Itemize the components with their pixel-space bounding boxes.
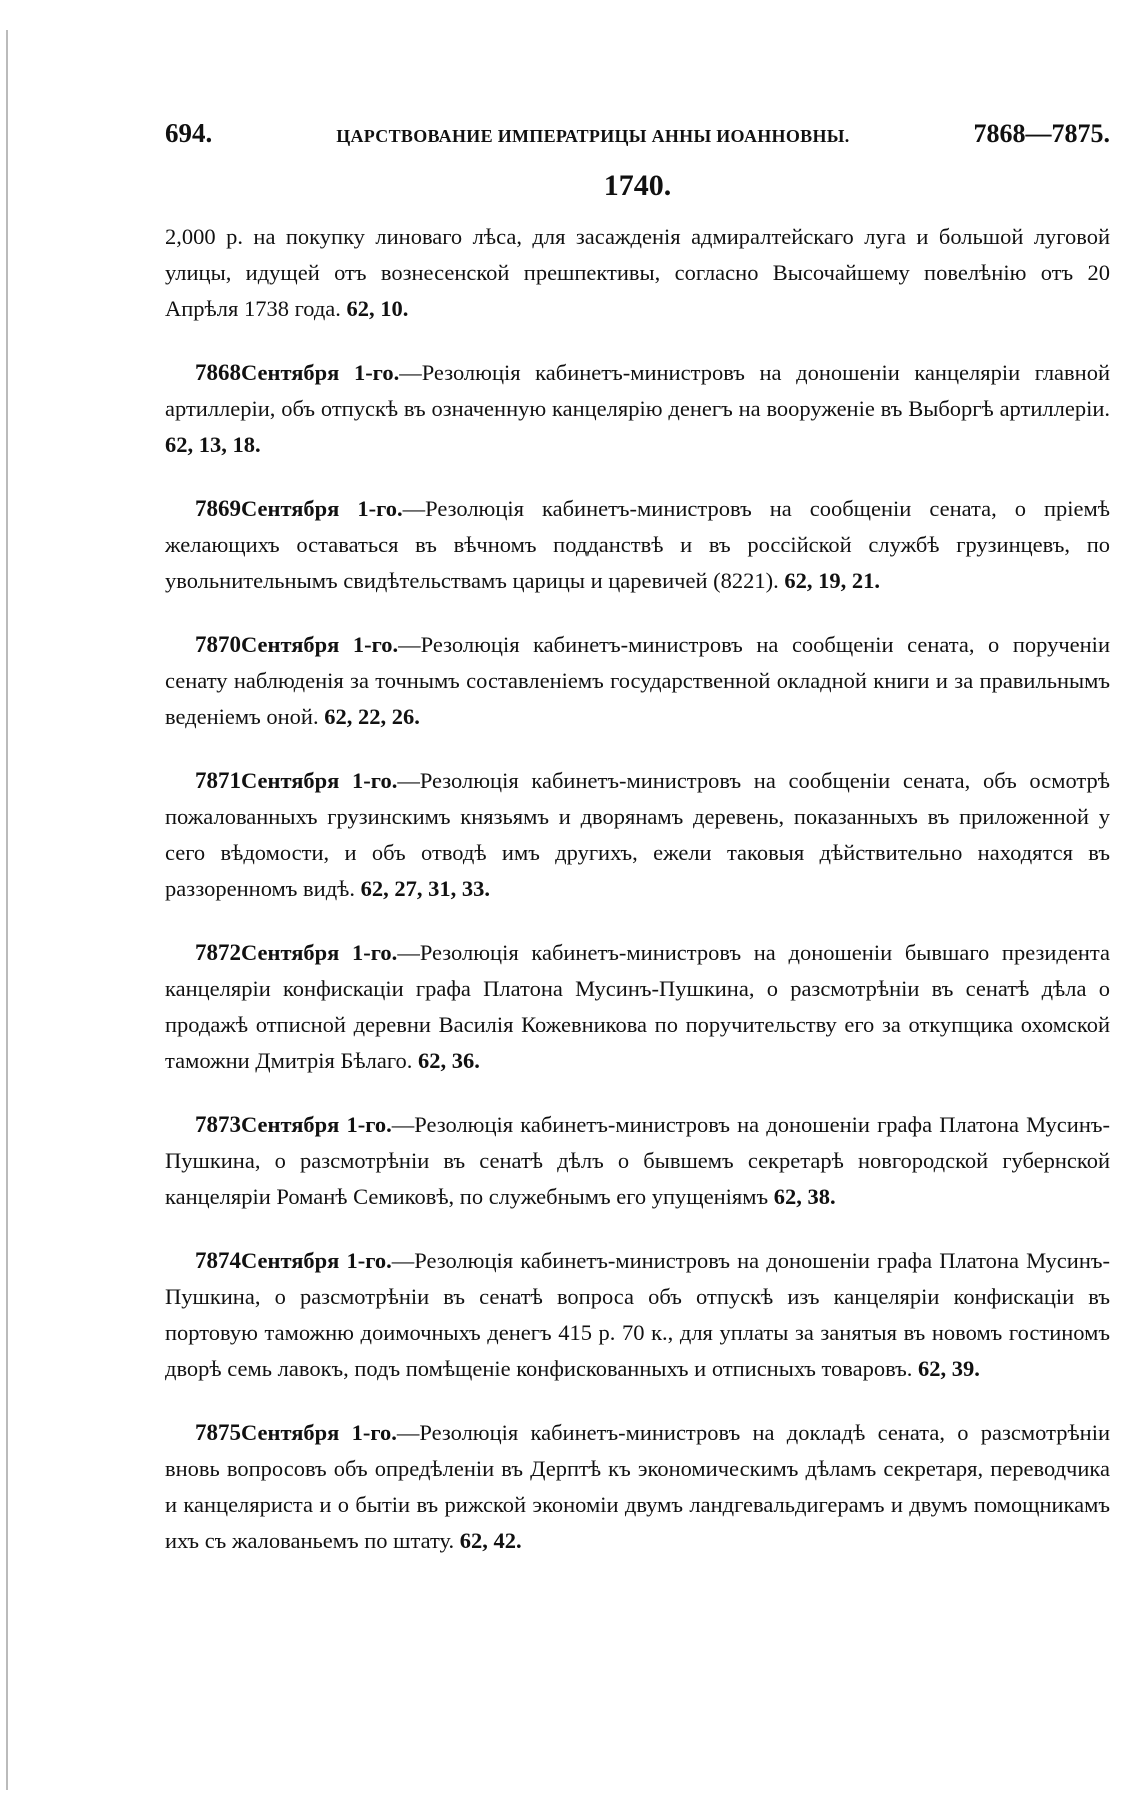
entry-7874 [165, 1243, 1110, 1387]
entry-paragraph [165, 1107, 1110, 1215]
running-title: ЦАРСТВОВАНИЕ ИМПЕРАТРИЦЫ АННЫ ИОАННОВНЫ. [336, 126, 850, 146]
entry-date: Сентября 1-го. [241, 1420, 397, 1445]
entry-text: —Резолюція кабинетъ-министровъ на сообщеніи сената, о порученіи сенату наблюденія за точнымъ составленіемъ государственной окладной книги и за правильнымъ веденіемъ оной. [165, 632, 1110, 729]
entry-reference: 62, 19, 21. [784, 568, 880, 593]
entry-7873 [165, 1107, 1110, 1215]
entry-7870 [165, 627, 1110, 735]
document-page [165, 118, 1110, 1559]
year-heading: 1740. [603, 169, 672, 202]
entry-paragraph [165, 627, 1110, 735]
page-number: 694. [165, 118, 213, 148]
entry-text: —Резолюція кабинетъ-министровъ на сообщеніи сената, объ осмотрѣ пожалованныхъ грузинскимъ князьямъ и дворянамъ деревень, показанныхъ въ приложенной у сего вѣдомости, и объ отводѣ имъ другихъ, ежели таковыя дѣйствительно находятся въ раззоренномъ видѣ. [165, 768, 1110, 901]
entry-number: 7868 [195, 360, 241, 385]
entry-range: 7868—7875. [973, 119, 1110, 148]
entry-reference: 62, 38. [773, 1184, 836, 1209]
entry-7875 [165, 1415, 1110, 1559]
entry-date: Сентября 1-го. [241, 496, 403, 521]
entry-reference: 62, 39. [918, 1356, 980, 1381]
entry-paragraph [165, 763, 1110, 907]
entry-text: —Резолюція кабинетъ-министровъ на доношеніи графа Платона Мусинъ-Пушкина, о разсмотрѣніи въ сенатѣ вопроса объ отпускѣ изъ канцеляріи конфискаціи въ портовую таможню доимочныхъ денегъ 415 р. 70 к., для уплаты за занятыя въ новомъ гостиномъ дворѣ семь лавокъ, подъ помѣщеніе конфискованныхъ и отписныхъ товаровъ. [165, 1248, 1110, 1381]
entry-number: 7870 [195, 632, 241, 657]
entry-reference: 62, 13, 18. [165, 432, 261, 457]
entry-reference: 62, 22, 26. [324, 704, 420, 729]
entry-paragraph [165, 491, 1110, 599]
entry-number: 7872 [195, 940, 241, 965]
entry-paragraph [165, 1415, 1110, 1559]
entry-text: —Резолюція кабинетъ-министровъ на доношеніи бывшаго президента канцеляріи конфискаціи графа Платона Мусинъ-Пушкина, о разсмотрѣніи въ сенатѣ дѣла о продажѣ отписной деревни Василія Кожевникова по поручительству его за откупщика охомской таможни Дмитрія Бѣлаго. [165, 940, 1110, 1073]
entry-number: 7873 [195, 1112, 241, 1137]
entry-reference: 62, 36. [418, 1048, 480, 1073]
continuation-text: 2,000 р. на покупку линоваго лѣса, для засажденія адмиралтейскаго луга и большой луговой улицы, идущей отъ вознесенской прешпективы, согласно Высочайшему повелѣнію отъ 20 Апрѣля 1738 года. [165, 224, 1110, 321]
entry-7871 [165, 763, 1110, 907]
entry-reference: 62, 42. [459, 1528, 522, 1553]
entry-number: 7874 [195, 1248, 241, 1273]
entry-reference: 62, 27, 31, 33. [360, 876, 490, 901]
continuation-paragraph [165, 219, 1110, 327]
entry-paragraph [165, 355, 1110, 463]
scan-edge-line [6, 30, 8, 1790]
entry-7868 [165, 355, 1110, 463]
entry-date: Сентября 1-го. [241, 1248, 392, 1273]
entry-date: Сентября 1-го. [241, 1112, 392, 1137]
entry-7872 [165, 935, 1110, 1079]
entry-date: Сентября 1-го. [241, 632, 399, 657]
running-header [165, 118, 1110, 149]
entry-text: —Резолюція кабинетъ-министровъ на докладѣ сената, о разсмотрѣніи вновь вопросовъ объ опредѣленіи въ Дерптѣ къ экономическимъ дѣламъ секретаря, переводчика и канцеляриста и о бытіи въ рижской экономіи двумъ ландгевальдигерамъ и двумъ помощникамъ ихъ съ жалованьемъ по штату. [165, 1420, 1110, 1553]
entry-text: —Резолюція кабинетъ-министровъ на сообщеніи сената, о пріемѣ желающихъ оставаться въ вѣчномъ подданствѣ и въ россійской службѣ грузинцевъ, по увольнительнымъ свидѣтельствамъ царицы и царевичей (8221). [165, 496, 1110, 593]
entry-7869 [165, 491, 1110, 599]
entry-text: —Резолюція кабинетъ-министровъ на доношеніи графа Платона Мусинъ-Пушкина, о разсмотрѣніи въ сенатѣ дѣлъ о бывшемъ секретарѣ новгородской губернской канцеляріи Романѣ Семиковѣ, по служебнымъ его упущеніямъ [165, 1112, 1110, 1209]
entry-date: Сентября 1-го. [241, 768, 398, 793]
entry-text: —Резолюція кабинетъ-министровъ на доношеніи канцеляріи главной артиллеріи, объ отпускѣ въ означенную канцелярію денегъ на вооруженіе въ Выборгѣ артиллеріи. [165, 360, 1110, 421]
entry-date: Сентября 1-го. [241, 940, 398, 965]
entry-number: 7871 [195, 768, 241, 793]
entry-paragraph [165, 1243, 1110, 1387]
continuation-reference: 62, 10. [346, 296, 409, 321]
entry-paragraph [165, 935, 1110, 1079]
entry-number: 7875 [195, 1420, 241, 1445]
entry-date: Сентября 1-го. [241, 360, 400, 385]
entry-number: 7869 [195, 496, 241, 521]
